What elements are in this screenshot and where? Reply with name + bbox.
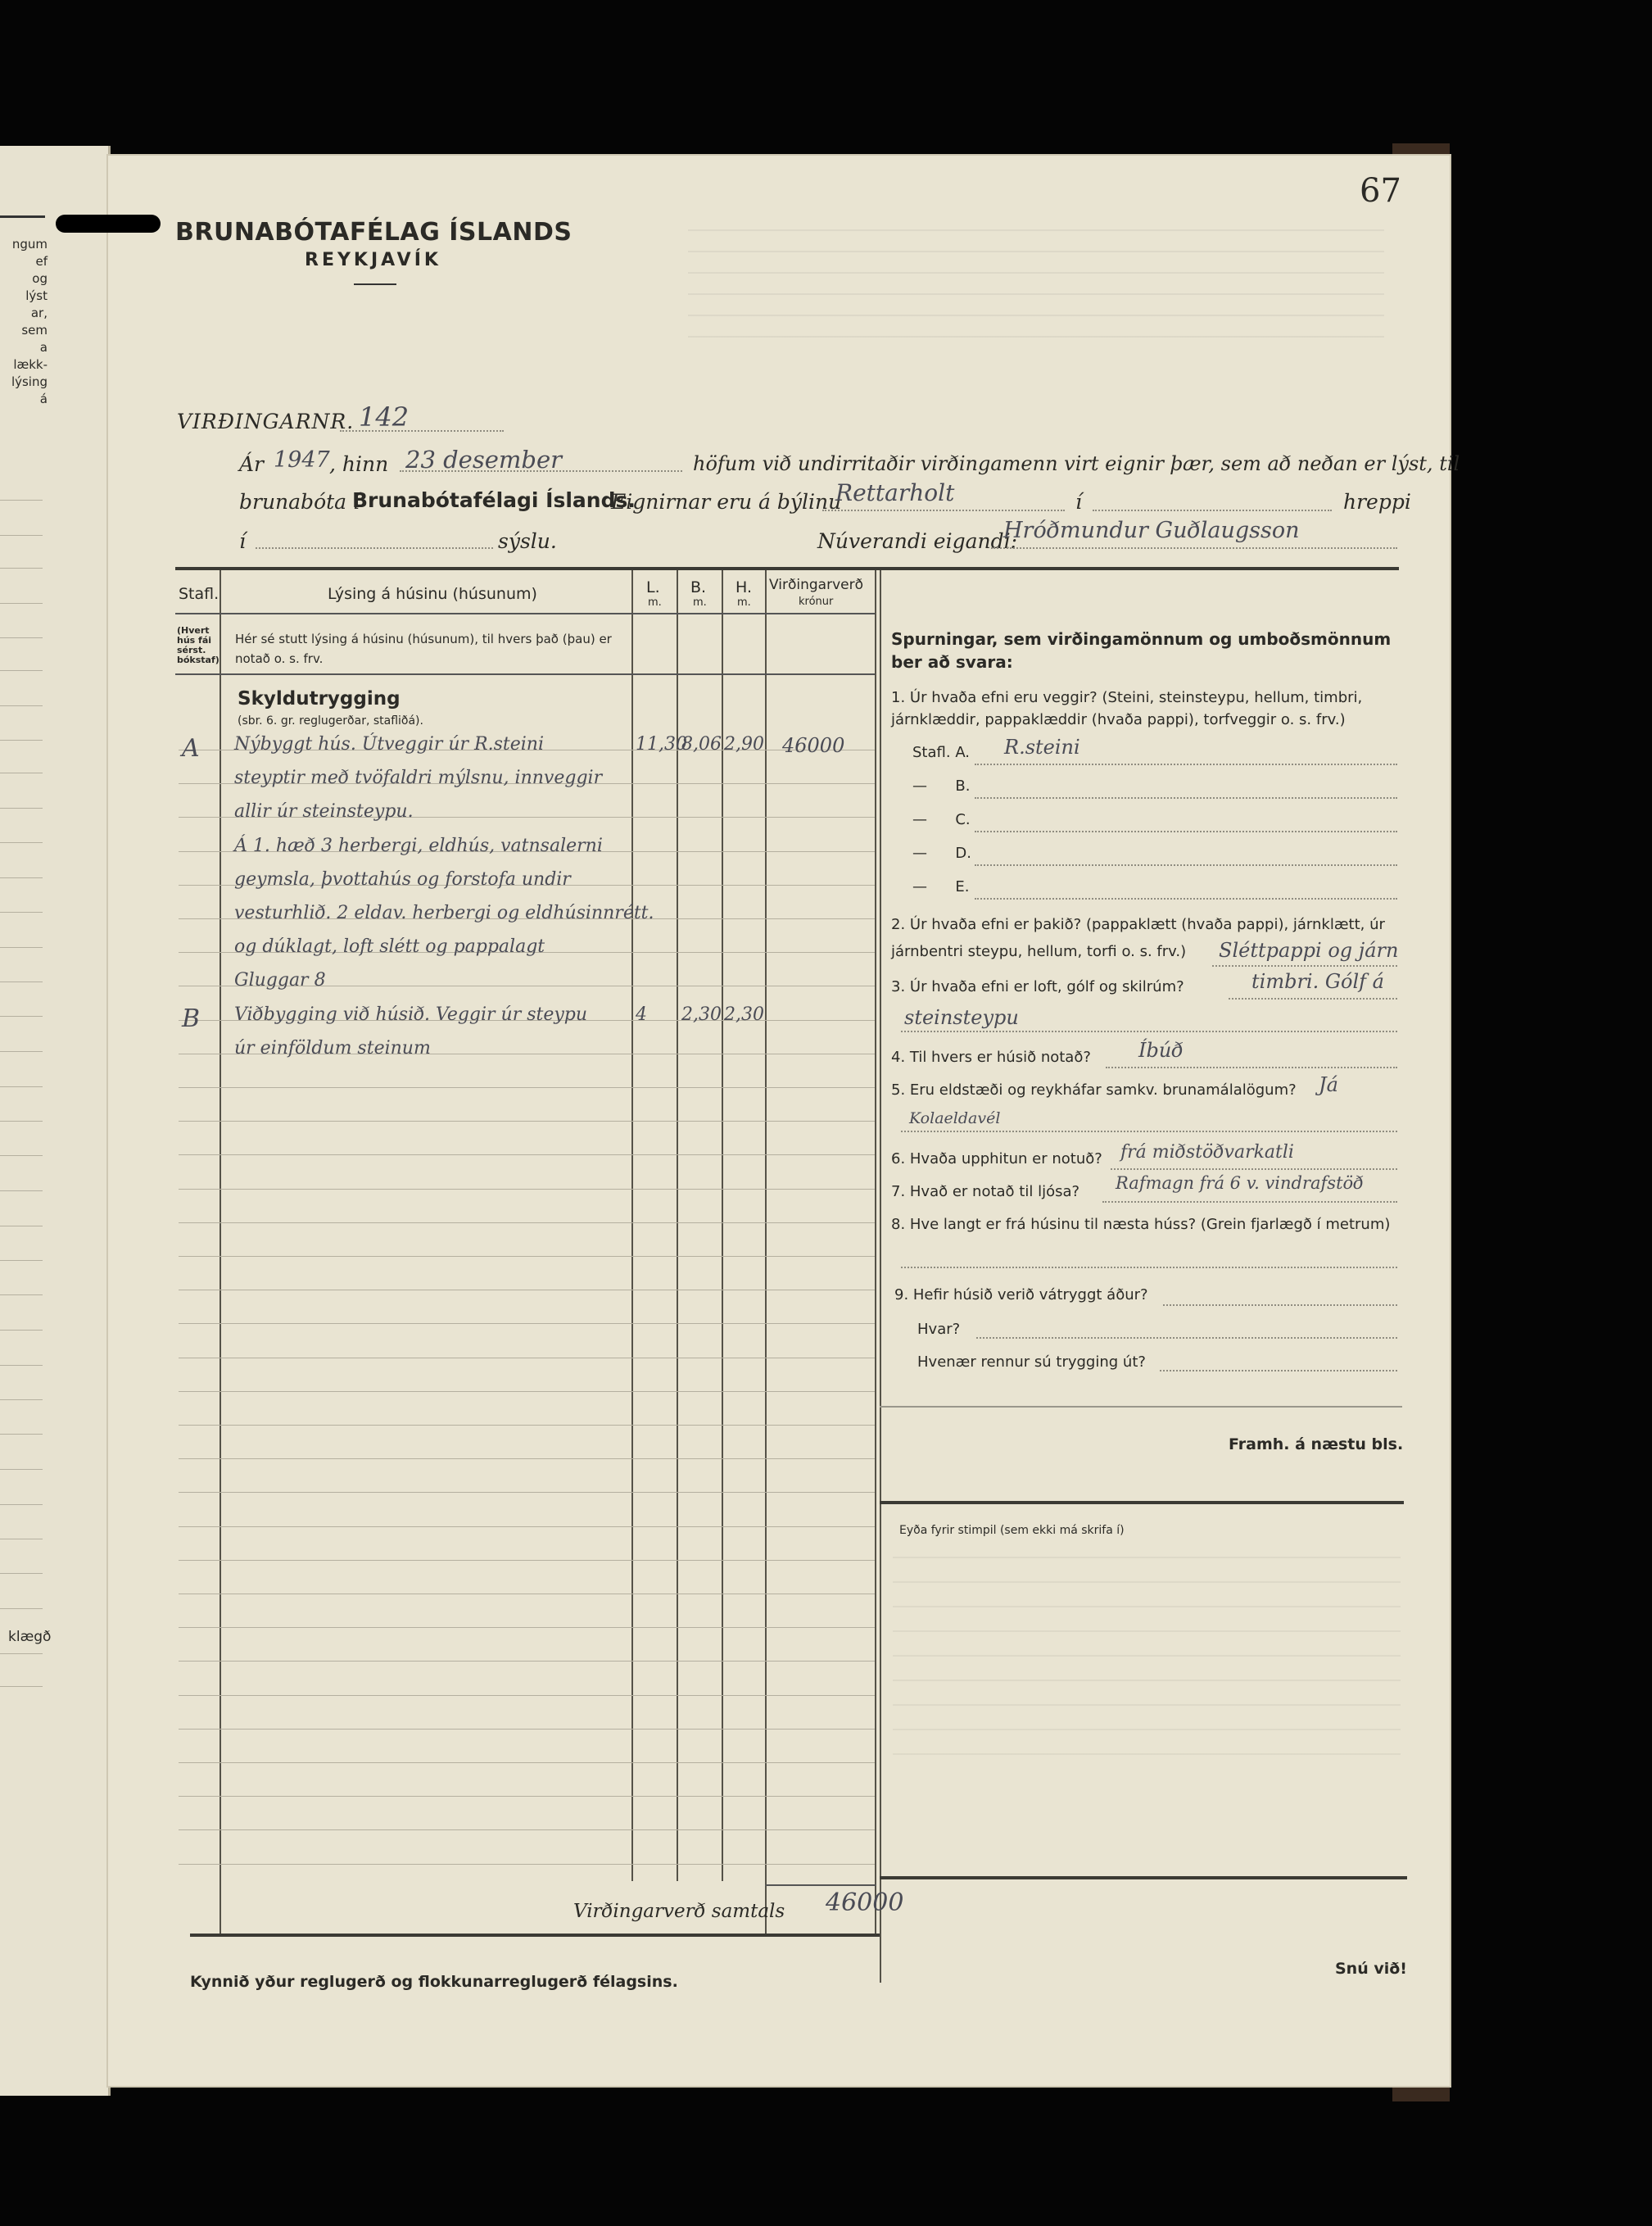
- stamp-top-rule: [880, 1501, 1404, 1504]
- answer-7: Rafmagn frá 6 v. vindrafstöð: [1116, 1173, 1364, 1193]
- left-page-text: ngum ef og lýst ar, sem a lækk- lýsing á: [11, 237, 48, 406]
- stafl-dash: —: [912, 878, 956, 895]
- col-B-header: B.: [690, 578, 707, 596]
- row-description: og dúklagt, loft slétt og pappalagt: [234, 936, 545, 957]
- col-stafl-header: Stafl.: [179, 585, 220, 603]
- left-page-line: [0, 1608, 43, 1609]
- table-ruled-line: [179, 1729, 875, 1730]
- row-description: Nýbyggt hús. Útveggir úr R.steini: [234, 734, 544, 755]
- left-page-line: [0, 1504, 43, 1505]
- left-page-line: [0, 808, 43, 809]
- section-title: Skyldutrygging: [238, 688, 401, 710]
- appraisal-number-line: [340, 430, 504, 432]
- hreppur-line: [1093, 510, 1332, 511]
- stafl-letter-value: B.: [955, 778, 971, 795]
- row-description: steyptir með tvöfaldri mýlsnu, innveggir: [234, 768, 603, 788]
- total-label: Virðingarverð samtals: [573, 1901, 785, 1922]
- left-page-line: [0, 500, 43, 501]
- stafl-letter: [912, 845, 971, 862]
- table-ruled-line: [179, 1154, 875, 1155]
- i-label-2: í: [239, 529, 246, 553]
- col-L-unit: m.: [648, 596, 662, 609]
- answer-3b-line: [901, 1031, 1397, 1032]
- row-width: 2,30: [681, 1004, 722, 1025]
- table-ruled-line: [179, 1121, 875, 1122]
- left-page-line: [0, 912, 43, 913]
- stafl-letter-value: E.: [955, 878, 970, 895]
- stafl-answer-line: [975, 864, 1397, 866]
- table-ruled-line: [179, 1391, 875, 1392]
- question-4: 4. Til hvers er húsið notað?: [891, 1049, 1091, 1066]
- table-ruled-line: [179, 1492, 875, 1493]
- stafl-answer-line: [975, 831, 1397, 832]
- table-ruled-line: [179, 1222, 875, 1223]
- row-length: 4: [636, 1004, 647, 1025]
- sysla-line: [256, 547, 493, 549]
- stafl-answer-line: [975, 764, 1397, 765]
- left-page-line: [0, 1469, 43, 1470]
- answer-8-line: [901, 1267, 1397, 1268]
- continued-note: Framh. á næstu bls.: [1229, 1435, 1404, 1453]
- farm-line: [822, 510, 1065, 511]
- form-top-rule: [175, 567, 1399, 570]
- col-B-unit: m.: [693, 596, 707, 609]
- table-ruled-line: [179, 1189, 875, 1190]
- table-ruled-line: [179, 1829, 875, 1830]
- stafl-dash: —: [912, 778, 956, 795]
- table-ruled-line: [179, 1762, 875, 1763]
- left-page-line: [0, 637, 43, 638]
- appraisal-label: VIRÐINGARNR.: [177, 410, 355, 433]
- left-page: [0, 146, 111, 2096]
- left-page-line: [0, 1434, 43, 1435]
- answer-3: timbri. Gólf á: [1251, 970, 1384, 993]
- stafl-letter: [912, 878, 969, 895]
- row-height: 2,30: [724, 1004, 764, 1025]
- stafl-letter: [912, 811, 971, 828]
- stamp-area: [893, 1557, 1401, 1770]
- year-value: 1947: [274, 447, 330, 473]
- left-page-line: [0, 1294, 43, 1295]
- row-value: 46000: [782, 734, 845, 757]
- table-col-H-left: [722, 570, 723, 1881]
- answer-9-line: [1163, 1304, 1397, 1306]
- row-description: allir úr steinsteypu.: [234, 801, 414, 822]
- table-bottom-rule: [190, 1934, 880, 1937]
- left-page-line: [0, 1260, 43, 1261]
- col-H-header: H.: [735, 578, 752, 596]
- stafl-note: (Hvert hús fái sérst. bókstaf): [177, 625, 220, 665]
- question-3: 3. Úr hvaða efni er loft, gólf og skilrúm?: [891, 978, 1184, 995]
- form-text-2b: Brunabótafélagi Íslands.: [352, 488, 636, 512]
- stafl-letter-value: A.: [955, 744, 971, 761]
- left-page-line: [0, 1399, 43, 1400]
- farm-name: Rettarholt: [835, 479, 955, 506]
- answer-5b-line: [901, 1131, 1397, 1132]
- answer-4-line: [1106, 1067, 1397, 1068]
- row-height: 2,90: [724, 734, 764, 755]
- col-value-header: Virðingarverð: [769, 577, 863, 593]
- table-ruled-line: [179, 1627, 875, 1628]
- table-col-B-left: [677, 570, 678, 1881]
- answer-2-line: [1212, 965, 1397, 967]
- left-page-line: [0, 1086, 43, 1087]
- i-label-1: í: [1075, 490, 1082, 514]
- table-ruled-line: [179, 1661, 875, 1662]
- sysla-label: sýslu.: [498, 529, 557, 553]
- bleed-through: [688, 229, 1384, 344]
- left-page-line: [0, 568, 43, 569]
- left-page-line: [0, 1155, 43, 1156]
- answer-5-continued: Kolaeldavél: [909, 1109, 1001, 1127]
- question-7: 7. Hvað er notað til ljósa?: [891, 1183, 1080, 1200]
- owner-line: [991, 547, 1397, 549]
- table-ruled-line: [179, 1087, 875, 1088]
- row-description: úr einföldum steinum: [234, 1038, 431, 1059]
- table-ruled-line: [179, 1256, 875, 1257]
- row-stafl: B: [182, 1004, 201, 1033]
- question-9: 9. Hefir húsið verið vátryggt áður?: [894, 1286, 1148, 1303]
- stafl-answer: R.steini: [1004, 736, 1080, 759]
- left-page-line: [0, 877, 43, 878]
- left-page-line: [0, 535, 43, 536]
- expiry-line: [1160, 1370, 1397, 1371]
- date-line: [400, 470, 682, 472]
- left-page-line: [0, 740, 43, 741]
- table-col-value-right: [875, 570, 876, 1934]
- left-page-line: [0, 1121, 43, 1122]
- table-ruled-line: [179, 1526, 875, 1527]
- total-top-rule: [765, 1884, 876, 1886]
- form-text-2a: brunabóta í: [239, 490, 360, 514]
- table-subheader-rule: [175, 673, 875, 675]
- table-ruled-line: [179, 1425, 875, 1426]
- row-description: Viðbygging við húsið. Veggir úr steypu: [234, 1004, 588, 1025]
- table-col-L-left: [631, 570, 633, 1881]
- question-2: 2. Úr hvaða efni er þakið? (pappaklætt (hvaða pappi), járnklætt, úr járnbentri steypu, hellum, torfi o. s. frv.): [891, 916, 1385, 960]
- stafl-answer-line: [975, 797, 1397, 799]
- row-description: Gluggar 8: [234, 970, 326, 991]
- questions-end-rule: [880, 1406, 1402, 1408]
- footer-note: Kynnið yður reglugerð og flokkunarreglugerð félagsins.: [190, 1973, 678, 1991]
- left-page-line: [0, 603, 43, 604]
- question-1: 1. Úr hvaða efni eru veggir? (Steini, steinsteypu, hellum, timbri, járnklæddir, pappaklæddir (hvaða pappi), torfveggir o. s. frv.): [891, 689, 1363, 728]
- row-length: 11,30: [636, 734, 687, 755]
- stafl-prefix: Stafl.: [912, 744, 951, 761]
- year-label: Ár: [239, 452, 265, 476]
- left-page-line: [0, 1573, 43, 1574]
- left-page-line: [0, 705, 43, 706]
- questions-border: [880, 570, 881, 1983]
- table-ruled-line: [179, 1695, 875, 1696]
- left-page-line: [0, 1653, 43, 1654]
- left-page-line: [0, 1190, 43, 1191]
- stamp-area-label: Eyða fyrir stimpil (sem ekki má skrifa í): [899, 1524, 1125, 1537]
- answer-6-line: [1111, 1168, 1397, 1170]
- answer-6: frá miðstöðvarkatli: [1120, 1142, 1294, 1163]
- left-page-rule: [0, 215, 45, 218]
- row-description: vesturhlið. 2 eldav. herbergi og eldhúsinnrétt.: [234, 903, 654, 923]
- left-page-line: [0, 947, 43, 948]
- turn-over-note: Snú við!: [1335, 1960, 1407, 1978]
- left-page-line: [0, 1686, 43, 1687]
- answer-4: Íbúð: [1138, 1039, 1184, 1062]
- stafl-dash: —: [912, 811, 956, 828]
- stafl-letter: [912, 778, 970, 795]
- answer-2: Sléttpappi og járn: [1219, 939, 1399, 962]
- left-page-line: [0, 1016, 43, 1017]
- table-ruled-line: [179, 1560, 875, 1561]
- header-underline: [354, 283, 396, 285]
- table-ruled-line: [179, 1458, 875, 1459]
- where-line: [976, 1337, 1397, 1339]
- date-value: 23 desember: [405, 446, 562, 474]
- answer-5: Já: [1319, 1073, 1338, 1096]
- left-page-text-lower: klægð: [8, 1629, 52, 1645]
- page-number: 67: [1360, 172, 1401, 210]
- row-description: geymsla, þvottahús og forstofa undir: [234, 869, 571, 890]
- owner-label: Núverandi eigandi:: [817, 529, 1018, 553]
- left-page-line: [0, 842, 43, 843]
- description-note: Hér sé stutt lýsing á húsinu (húsunum), til hvers það (þau) er notað o. s. frv.: [235, 632, 612, 666]
- appraisal-number: 142: [359, 401, 410, 433]
- stafl-letter-value: C.: [955, 811, 971, 828]
- org-city: REYKJAVÍK: [305, 250, 441, 270]
- stafl-answer-line: [975, 898, 1397, 900]
- table-ruled-line: [179, 1323, 875, 1324]
- stamp-bottom-rule: [880, 1876, 1407, 1879]
- answer-3-continued: steinsteypu: [904, 1006, 1019, 1029]
- col-L-header: L.: [646, 578, 660, 596]
- row-stafl: A: [182, 734, 200, 763]
- stafl-dash: —: [912, 845, 956, 862]
- owner-name: Hróðmundur Guðlaugsson: [1003, 518, 1300, 543]
- expiry-label: Hvenær rennur sú trygging út?: [917, 1353, 1146, 1371]
- col-lysing-header: Lýsing á húsinu (húsunum): [328, 585, 537, 603]
- stafl-letter: [912, 744, 970, 761]
- row-description: Á 1. hæð 3 herbergi, eldhús, vatnsalerni: [234, 836, 603, 856]
- table-header-rule: [175, 613, 875, 614]
- form-text-2c: Eignirnar eru á býlinu: [611, 490, 842, 514]
- question-8: 8. Hve langt er frá húsinu til næsta húss? (Grein fjarlægð í metrum): [891, 1216, 1391, 1233]
- form-text-1: höfum við undirritaðir virðingamenn virt eignir þær, sem að neðan er lýst, til: [693, 452, 1460, 475]
- section-note: (sbr. 6. gr. reglugerðar, stafliðá).: [238, 714, 423, 728]
- col-value-unit: krónur: [799, 596, 834, 608]
- stafl-letter-value: D.: [955, 845, 971, 862]
- org-name: BRUNABÓTAFÉLAG ÍSLANDS: [175, 218, 573, 247]
- answer-7-line: [1102, 1201, 1397, 1203]
- total-value: 46000: [826, 1888, 904, 1917]
- answer-3-line: [1229, 998, 1397, 1000]
- where-label: Hvar?: [917, 1321, 961, 1338]
- table-ruled-line: [179, 1796, 875, 1797]
- left-page-line: [0, 1365, 43, 1366]
- questions-title: Spurningar, sem virðingamönnum og umboðsmönnum ber að svara:: [891, 629, 1392, 672]
- row-width: 8,06: [681, 734, 722, 755]
- day-label: , hinn: [329, 452, 389, 476]
- table-ruled-line: [179, 1864, 875, 1865]
- question-5: 5. Eru eldstæði og reykháfar samkv. brunamálalögum?: [891, 1081, 1297, 1099]
- hreppi-label: hreppi: [1343, 490, 1411, 514]
- left-page-line: [0, 670, 43, 671]
- binding-hole: [56, 215, 161, 233]
- left-page-line: [0, 1330, 43, 1331]
- col-H-unit: m.: [737, 596, 751, 609]
- left-page-line: [0, 1051, 43, 1052]
- question-6: 6. Hvaða upphitun er notuð?: [891, 1150, 1102, 1167]
